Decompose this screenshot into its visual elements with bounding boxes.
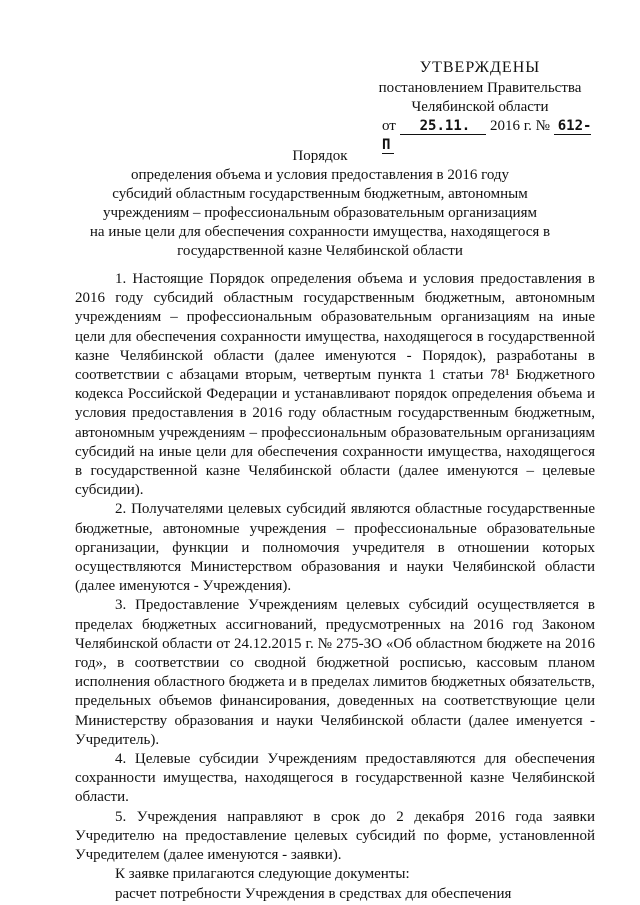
paragraph-attachments-intro: К заявке прилагаются следующие документы: [115,866,410,883]
handwritten-date: 25.11. [400,118,487,135]
title-line-2: определения объема и условия предоставления в 2016 году [130,167,510,183]
date-prefix: от [382,118,396,134]
paragraph-1: 1. Настоящие Порядок определения объема и условия предоставления в 2016 году субсидий областным государственным бюджетным, автономным учреждениям – профессиональным образовательным организациям на иные цели для обеспечения сохранности имущества, находящегося в государственной казне Челябинской области (далее именуются - Порядок), разработаны в соответствии с абзацами вторым, четвертым пункта 1 статьи 78¹ Бюджетного кодекса Российской Федерации и устанавливают порядок определения объема и условия предоставления в 2016 году областным государственным бюджетным, автономным учреждениям – профессиональным образовательным организациям субсидий на иные цели для обеспечения сохранности имущества, находящегося в государственной казне Челябинской области (далее именуются – целевые субсидии). [75,271,595,499]
handwritten-number: 612-П [382,118,592,153]
title-line-3: субсидий областным государственным бюджетным, автономным [112,186,528,202]
approval-heading: УТВЕРЖДЕНЫ [419,59,541,76]
approval-line-2: Челябинской области [411,99,549,115]
paragraph-5: 5. Учреждения направляют в срок до 2 декабря 2016 года заявки Учредителю на предоставление целевых субсидий по форме, установленной Учредителем (далее именуются - заявки). [75,808,595,864]
paragraph-4: 4. Целевые субсидии Учреждениям предоставляются для обеспечения сохранности имущества, находящегося в государственной казне Челябинской области. [75,751,595,806]
title-line-5: на иные цели для обеспечения сохранности имущества, находящегося в [89,224,551,240]
title-line-4: учреждениям – профессиональным образовательным организациям [103,205,537,221]
date-year: 2016 г. № [489,118,550,134]
title-line-1: Порядок [292,148,348,164]
approval-block [360,58,600,155]
document-body [75,270,595,904]
paragraph-3: 3. Предоставление Учреждениям целевых субсидий осуществляется в пределах бюджетных ассигнований, предусмотренных на 2016 год Законом Челябинской области от 24.12.2015 г. № 275-ЗО «Об областном бюджете на 2016 год», в соответствии со сводной бюджетной росписью, кассовым планом исполнения областного бюджета и в пределах лимитов бюджетных обязательств, предельных объемов финансирования, доведенных на соответствующие цели Министерству образования и науки Челябинской области (далее именуется - Учредитель). [75,597,595,748]
title-line-6: государственной казне Челябинской области [177,243,463,259]
paragraph-calculation: расчет потребности Учреждения в средствах для обеспечения [115,885,512,902]
paragraph-2: 2. Получателями целевых субсидий являются областные государственные бюджетные, автономные учреждения – профессиональные образовательные организации, функции и полномочия учредителя в отношении которых осуществляются Министерством образования и науки Челябинской области (далее именуются - Учреждения). [75,501,595,595]
document-title [60,147,580,261]
approval-line-1: постановлением Правительства [378,80,582,96]
